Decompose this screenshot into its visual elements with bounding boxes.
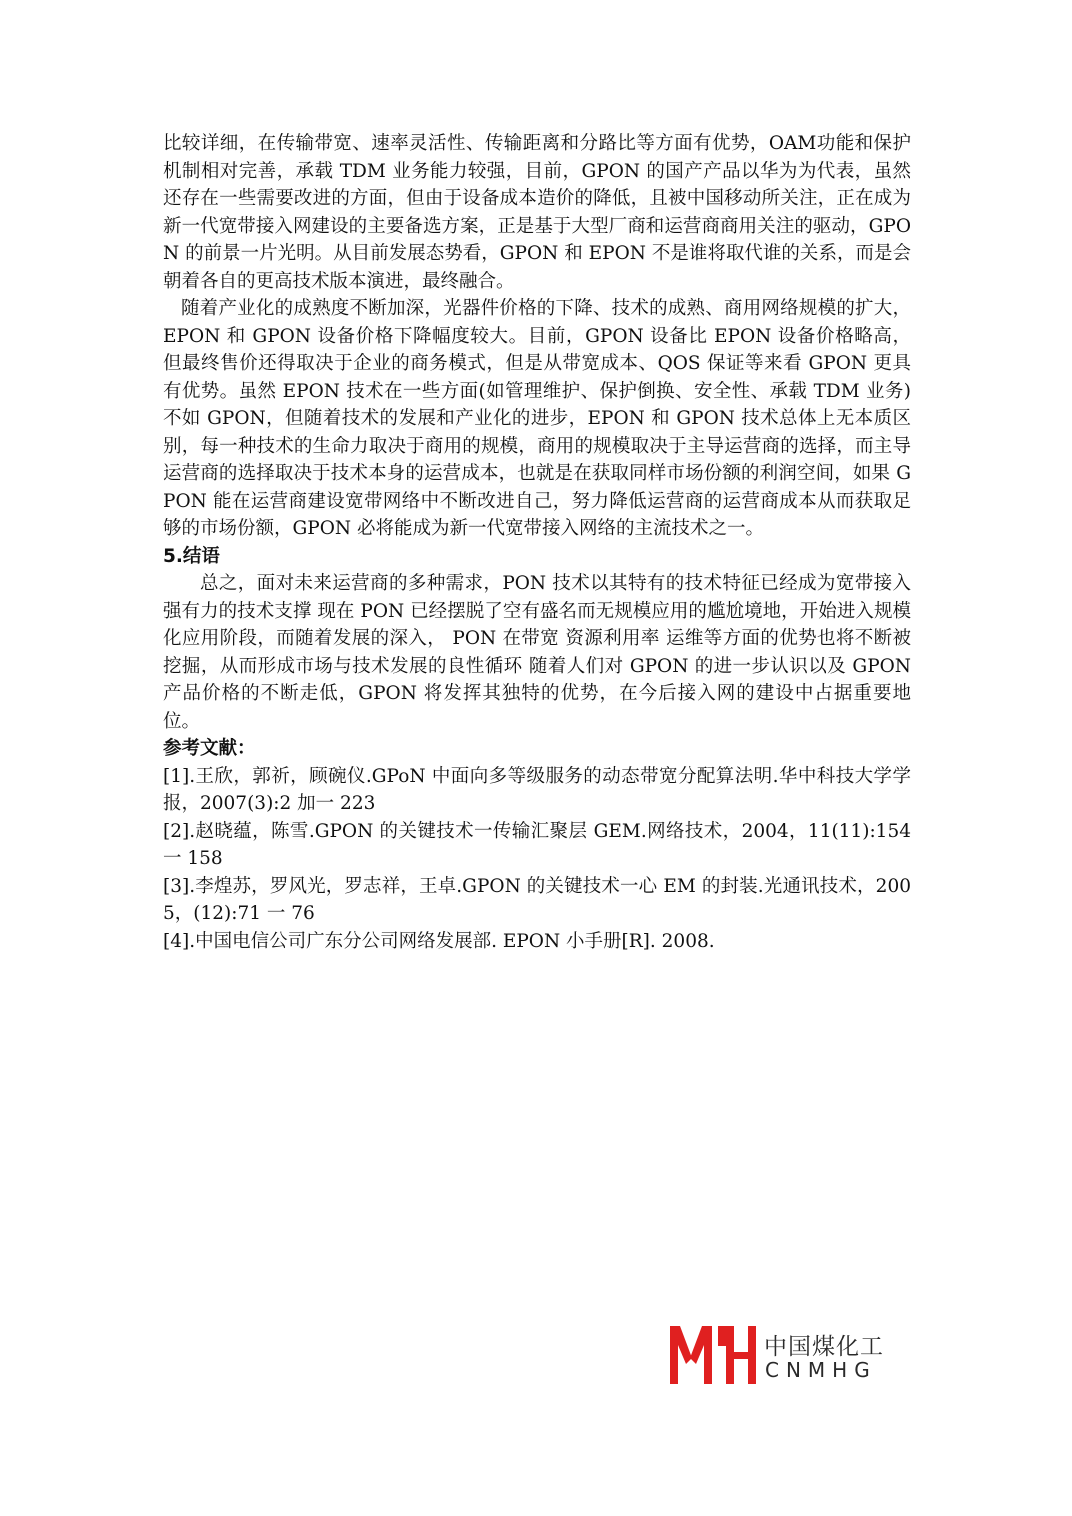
reference-list	[163, 763, 911, 956]
mh-logo-mark	[668, 1322, 758, 1388]
reference-item: [1].王欣，郭祈，顾碗仪.GPoN 中面向多等级服务的动态带宽分配算法明.华中科技大学学报，2007(3):2 加一 223	[163, 765, 911, 814]
reference-item: [4].中国电信公司广东分公司网络发展部. EPON 小手册[R]. 2008.	[163, 930, 715, 952]
heading-conclusion: 5.结语	[163, 545, 220, 567]
publisher-logo	[668, 1322, 888, 1388]
reference-item: [2].赵晓蕴，陈雪.GPON 的关键技术一传输汇聚层 GEM.网络技术，2004，11(11):154 一 158	[163, 820, 911, 869]
heading-references: 参考文献：	[163, 738, 256, 759]
reference-item: [3].李煌苏，罗风光，罗志祥，王卓.GPON 的关键技术一心 EM 的封装.光通讯技术，2005，(12):71 一 76	[163, 875, 911, 924]
paragraph-gpon-advantages: 比较详细，在传输带宽、速率灵活性、传输距离和分路比等方面有优势，OAM功能和保护机制相对完善，承载 TDM 业务能力较强，目前，GPON 的国产产品以华为为代表，虽然还存在一些需要改进的方面，但由于设备成本造价的降低，且被中国移动所关注，正在成为新一代宽带接入网建设的主要备选方案，正是基于大型厂商和运营商商用关注的驱动，GPON 的前景一片光明。从目前发展态势看，GPON 和 EPON 不是谁将取代谁的关系，而是会朝着各自的更高技术版本演进，最终融合。	[163, 133, 911, 292]
paragraph-price-trend: 随着产业化的成熟度不断加深，光器件价格的下降、技术的成熟、商用网络规模的扩大，EPON 和 GPON 设备价格下降幅度较大。目前，GPON 设备比 EPON 设备价格略高，但最终售价还得取决于企业的商务模式，但是从带宽成本、QOS 保证等来看 GPON 更具有优势。虽然 EPON 技术在一些方面(如管理维护、保护倒换、安全性、承载 TDM 业务)不如 GPON，但随着技术的发展和产业化的进步，EPON 和 GPON 技术总体上无本质区别，每一种技术的生命力取决于商用的规模，商用的规模取决于主导运营商的选择，而主导运营商的选择取决于技术本身的运营成本，也就是在获取同样市场份额的利润空间，如果 GPON 能在运营商建设宽带网络中不断改进自己，努力降低运营商的运营商成本从而获取足够的市场份额，GPON 必将能成为新一代宽带接入网络的主流技术之一。	[163, 298, 911, 539]
logo-name-en: CNMHG	[765, 1358, 877, 1382]
logo-name-cn: 中国煤化工	[764, 1334, 884, 1360]
document-body	[163, 130, 911, 955]
paragraph-conclusion: 总之，面对未来运营商的多种需求，PON 技术以其特有的技术特征已经成为宽带接入强有力的技术支撑 现在 PON 已经摆脱了空有盛名而无规模应用的尴尬境地，开始进入规模化应用阶段，而随着发展的深入， PON 在带宽 资源利用率 运维等方面的优势也将不断被挖掘，从而形成市场与技术发展的良性循环 随着人们对 GPON 的进一步认识以及 GPON 产品价格的不断走低，GPON 将发挥其独特的优势，在今后接入网的建设中占据重要地位。	[163, 573, 911, 732]
